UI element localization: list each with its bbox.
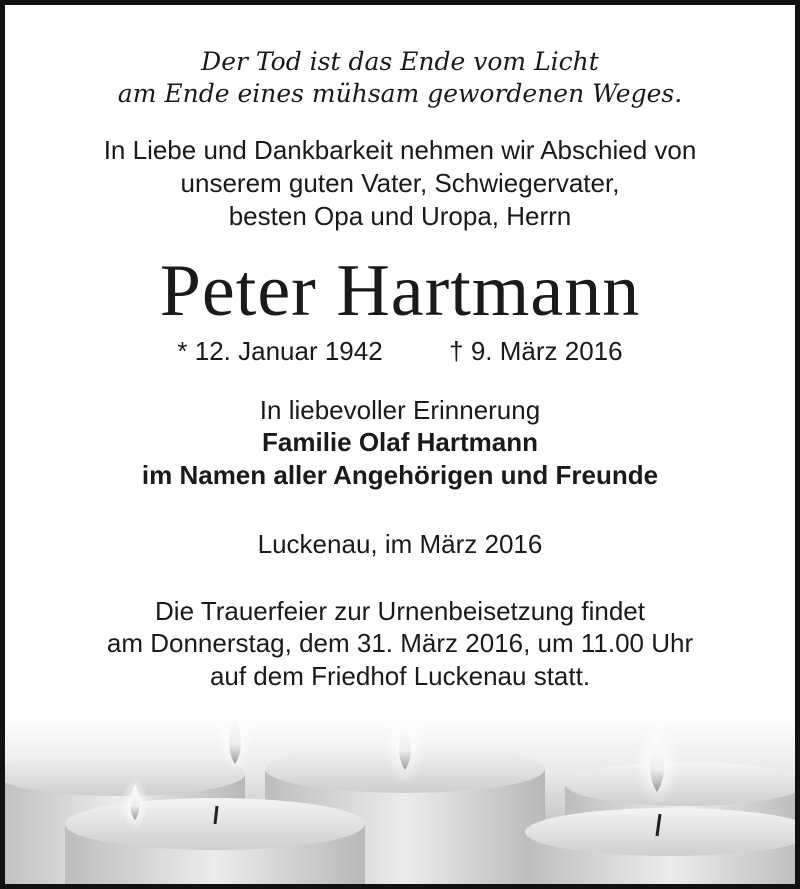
intro-line-1: In Liebe und Dankbarkeit nehmen wir Abschied von — [103, 135, 697, 165]
deceased-name: Peter Hartmann — [159, 250, 641, 332]
place-date: Luckenau, im März 2016 — [257, 529, 543, 559]
candles-image — [5, 714, 795, 884]
ceremony-line-2: am Donnerstag, dem 31. März 2016, um 11.00 Uhr — [106, 628, 694, 658]
relatives-line: im Namen aller Angehörigen und Freunde — [141, 460, 659, 490]
life-dates — [5, 336, 795, 367]
family-name: Familie Olaf Hartmann — [262, 427, 538, 457]
remembrance-line: In liebevoller Erinnerung — [259, 395, 541, 425]
candle-front-right — [525, 808, 795, 884]
birth-date: * 12. Januar 1942 — [177, 336, 383, 366]
ceremony-line-1: Die Trauerfeier zur Urnenbeisetzung findet — [155, 596, 645, 626]
intro-line-2: unserem guten Vater, Schwiegervater, — [180, 168, 620, 198]
death-date: † 9. März 2016 — [449, 336, 623, 366]
ceremony-line-3: auf dem Friedhof Luckenau statt. — [209, 661, 591, 691]
poem-line-2: am Ende eines mühsam gewordenen Weges. — [117, 79, 683, 108]
poem-line-1: Der Tod ist das Ende vom Licht — [201, 47, 599, 76]
intro-line-3: besten Opa und Uropa, Herrn — [228, 201, 572, 231]
